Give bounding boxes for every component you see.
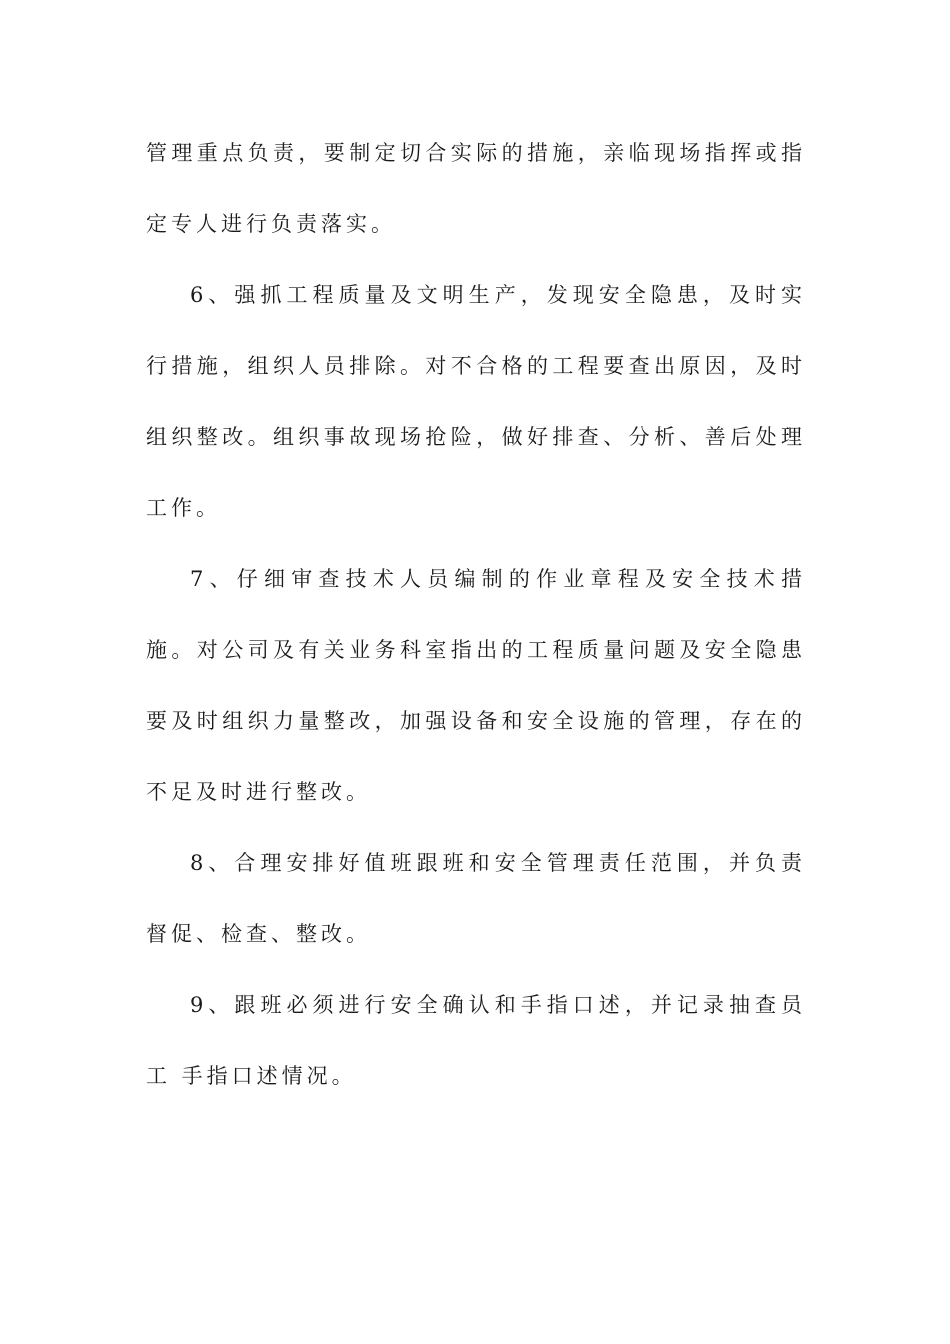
paragraph-item-6: 6、强抓工程质量及文明生产，发现安全隐患，及时实行措施，组织人员排除。对不合格的工程要查出原因，及时组织整改。组织事故现场抢险，做好排查、分析、善后处理工作。 [146,283,806,520]
document-body [146,118,806,1112]
paragraph-item-7: 7、仔细审查技术人员编制的作业章程及安全技术措施。对公司及有关业务科室指出的工程质量问题及安全隐患要及时组织力量整改，加强设备和安全设施的管理，存在的不足及时进行整改。 [146,567,806,804]
paragraph-item-8: 8、合理安排好值班跟班和安全管理责任范围，并负责督促、检查、整改。 [146,851,806,946]
paragraph-continuation: 管理重点负责，要制定切合实际的措施，亲临现场指挥或指定专人进行负责落实。 [146,141,806,236]
paragraph-item-9: 9、跟班必须进行安全确认和手指口述，并记录抽查员工 手指口述情况。 [146,993,806,1088]
